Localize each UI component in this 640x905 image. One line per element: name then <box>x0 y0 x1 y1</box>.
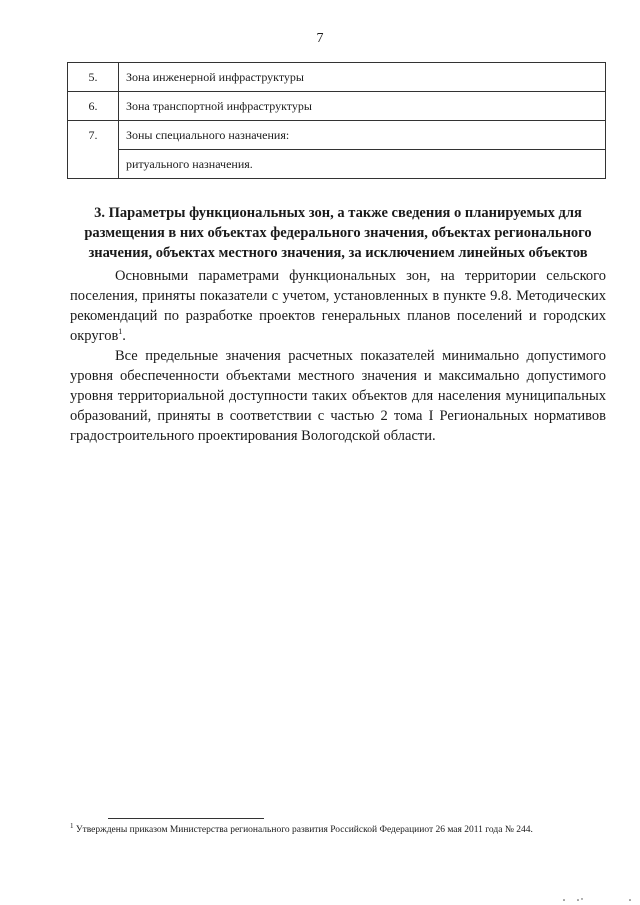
table-row <box>68 92 606 121</box>
paragraph-parameters <box>70 266 606 346</box>
zone-name-cell: Зона инженерной инфраструктуры <box>119 63 606 92</box>
footnote <box>70 821 610 836</box>
table-row <box>68 121 606 150</box>
row-number-cell: 7. <box>68 121 119 179</box>
row-number-cell: 6. <box>68 92 119 121</box>
scan-specks <box>560 895 640 905</box>
footnote-marker: 1 <box>70 821 74 830</box>
footnote-reference: 1 <box>118 327 123 337</box>
row-number-cell: 5. <box>68 63 119 92</box>
paragraph-limit-values: Все предельные значения расчетных показателей минимально допустимого уровня обеспеченности объектами местного значения и максимально допустимого уровня территориальной доступности таких объектов для населения муниципальных образований, приняты в соответствии с частью 2 тома I Региональных нормативов градостроительного проектирования Вологодской области. <box>70 348 606 444</box>
table-subrow <box>68 150 606 179</box>
page-number: 7 <box>316 31 324 46</box>
paragraph-text: Основными параметрами функциональных зон, на территории сельского поселения, приняты показатели с учетом, установленных в пункте 9.8. Методических рекомендаций по разработке проектов генеральных планов поселений и городских округов <box>70 268 606 344</box>
zone-name-cell: Зоны специального назначения: <box>119 121 606 150</box>
section-heading: 3. Параметры функциональных зон, а также сведения о планируемых для размещения в них объектах федерального значения, объектах регионального значения, объектах местного значения, за исключением линейных объектов <box>84 205 592 261</box>
footnote-divider <box>108 818 264 819</box>
zone-subtype-cell: ритуального назначения. <box>119 150 606 179</box>
footnote-text: Утверждены приказом Министерства регионального развития Российской Федерацииот 26 мая 2011 года № 244. <box>75 825 533 835</box>
zone-name-cell: Зона транспортной инфраструктуры <box>119 92 606 121</box>
functional-zones-table <box>67 62 606 179</box>
paragraph-end: . <box>122 328 126 344</box>
table-row <box>68 63 606 92</box>
